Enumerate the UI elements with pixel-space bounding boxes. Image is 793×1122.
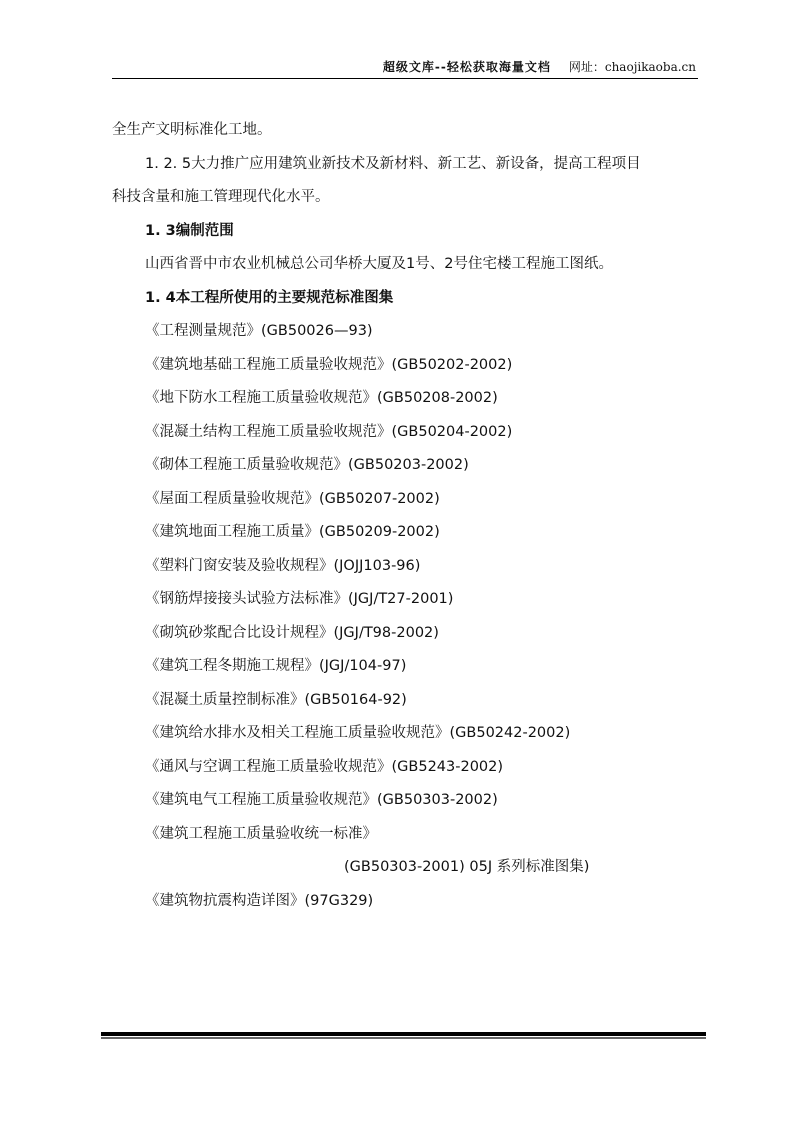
standard-item: 《通风与空调工程施工质量验收规范》(GB5243-2002) xyxy=(145,758,504,775)
standard-item: 《建筑工程冬期施工规程》(JGJ/104-97) xyxy=(145,658,407,674)
standard-item-continuation: (GB50303-2001) 05J 系列标准图集) xyxy=(344,859,590,875)
paragraph: 1. 2. 5大力推广应用建筑业新技术及新材料、新工艺、新设备，提高工程项目 xyxy=(145,155,641,172)
standard-item: 《塑料门窗安装及验收规程》(JOJJ103-96) xyxy=(145,557,421,574)
standard-item: 《砌筑砂浆配合比设计规程》(JGJ/T98-2002) xyxy=(145,624,439,641)
standard-item: 《建筑地面工程施工质量》(GB50209-2002) xyxy=(145,524,440,540)
footer-rule-thin xyxy=(101,1037,706,1039)
page-header xyxy=(112,58,696,75)
standard-item: 《钢筋焊接接头试验方法标准》(JGJ/T27-2001) xyxy=(145,591,454,607)
paragraph: 山西省晋中市农业机械总公司华桥大厦及1号、2号住宅楼工程施工图纸。 xyxy=(145,256,613,272)
standard-item: 《工程测量规范》(GB50026—93) xyxy=(145,323,373,339)
standard-item: 《混凝土结构工程施工质量验收规范》(GB50204-2002) xyxy=(145,423,513,440)
section-heading: 1. 3编制范围 xyxy=(145,222,234,239)
standard-item: 《建筑电气工程施工质量验收规范》(GB50303-2002) xyxy=(145,792,498,808)
standard-item: 《建筑工程施工质量验收统一标准》 xyxy=(145,825,377,842)
standard-item: 《建筑物抗震构造详图》(97G329) xyxy=(145,892,374,909)
paragraph: 科技含量和施工管理现代化水平。 xyxy=(112,189,330,205)
document-body xyxy=(112,114,702,918)
standard-item: 《砌体工程施工质量验收规范》(GB50203-2002) xyxy=(145,457,469,473)
header-site: 网址：chaojikaoba.cn xyxy=(568,60,696,74)
paragraph: 全生产文明标准化工地。 xyxy=(112,122,272,138)
header-title: 超级文库--轻松获取海量文档 xyxy=(382,60,551,74)
standard-item: 《建筑地基础工程施工质量验收规范》(GB50202-2002) xyxy=(145,356,513,373)
standard-item: 《地下防水工程施工质量验收规范》(GB50208-2002) xyxy=(145,390,498,406)
header-rule xyxy=(112,78,698,79)
section-heading: 1. 4本工程所使用的主要规范标准图集 xyxy=(145,289,394,306)
standard-item: 《建筑给水排水及相关工程施工质量验收规范》(GB50242-2002) xyxy=(145,725,571,741)
standard-item: 《屋面工程质量验收规范》(GB50207-2002) xyxy=(145,490,440,507)
standard-item: 《混凝土质量控制标准》(GB50164-92) xyxy=(145,691,407,708)
